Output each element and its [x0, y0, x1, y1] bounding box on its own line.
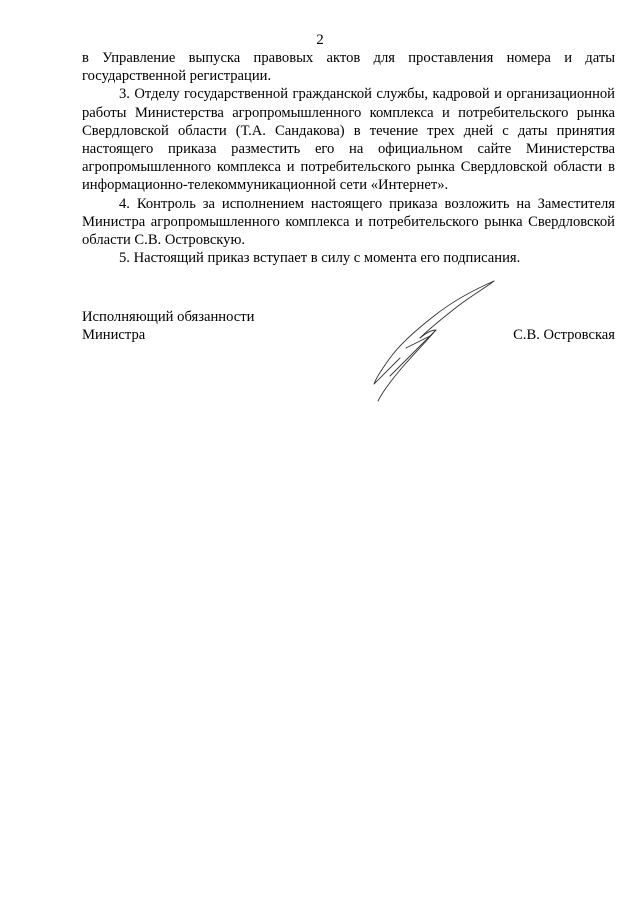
signature-block	[82, 308, 615, 344]
handwritten-signature-icon	[368, 278, 503, 408]
paragraph-item-5: 5. Настоящий приказ вступает в силу с момента его подписания.	[119, 250, 521, 267]
signer-position-line-1: Исполняющий обязанности	[82, 309, 255, 325]
paragraph-item-3: 3. Отделу государственной гражданской службы, кадровой и организационной работы Министерства агропромышленного комплекса и потребительского рынка Свердловской области (Т.А. Сандакова) в течение трех дней с даты принятия настоящего приказа разместить его на официальном сайте Министерства агропромышленного комплекса и потребительского рынка Свердловской области в информационно-телекоммуникационной сети «Интернет».	[82, 86, 615, 194]
paragraph-continuation: в Управление выпуска правовых актов для проставления номера и даты государственной регистрации.	[82, 50, 615, 85]
signer-name: С.В. Островская	[513, 327, 615, 344]
paragraph-item-4: 4. Контроль за исполнением настоящего приказа возложить на Заместителя Министра агропромышленного комплекса и потребительского рынка Свердловской области С.В. Островскую.	[82, 195, 615, 249]
signer-position-line-2: Министра	[82, 327, 146, 344]
page-number: 2	[316, 32, 324, 48]
document-body	[82, 49, 615, 267]
